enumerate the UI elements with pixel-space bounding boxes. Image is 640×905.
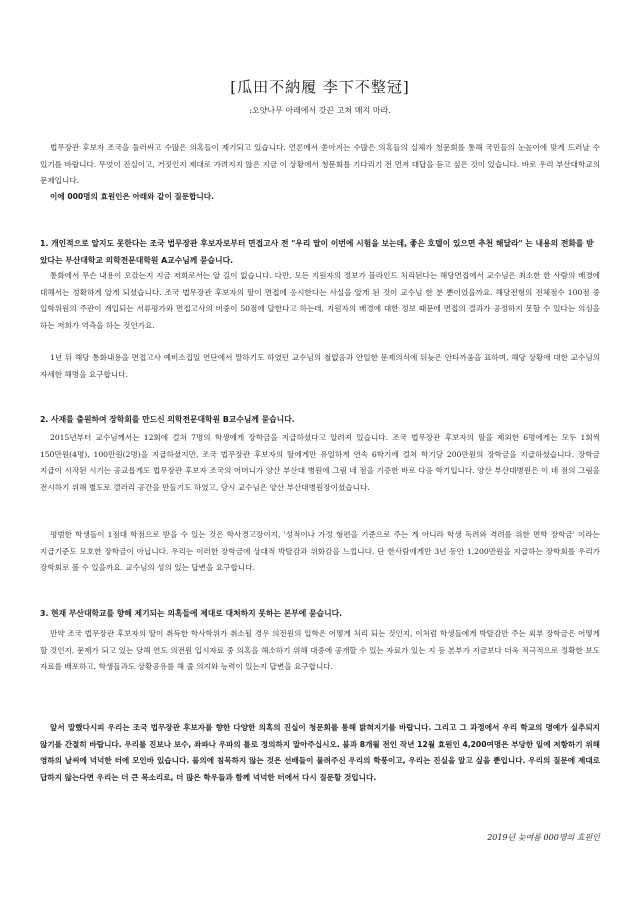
section-2-paragraph: 2015년부터 교수님께서는 12회에 걸쳐 7명의 학생에게 장학금을 지급하셨다고 알려져 있습니다. 조국 법무장관 후보자의 딸을 제외한 6명에게는 모두 1회씩 150만원(4명), 100만원(2명)을 지급하셨지만, 조국 법무장관 후보자의 딸에게만 유일하게 연속 6학기에 걸쳐 학기당 200만원의 장학금을 지급하셨습니다. 장학금 지급이 시작된 시기는 공교롭게도 법무장관 후보자 조국의 어머니가 양산 부산대 병원에 그림 네 점을 기증한 바로 다음 학기입니다. 양산 부산대병원은 이 네 점의 그림을 전시하기 위해 별도로 갤러리 공간을 만들기도 하였고, 당시 교수님은 양산 부산대병원장이셨습니다. — [40, 433, 600, 492]
document-title: [瓜田不納履 李下不整冠] — [230, 78, 410, 96]
section-3-paragraph: 만약 조국 법무장관 후보자의 딸이 취득한 학사학위가 취소될 경우 의전원의 입학은 어떻게 처리 되는 것인지, 이처럼 학생들에게 박탈감만 주는 외부 장학금은 어떻게 할 것인지, 문제가 되고 있는 당해 연도 의전원 입시자료 중 의혹을 해소하기 위해 대중에 공개할 수 있는 자료가 있는 지 등 본부가 지금보다 더욱 적극적으로 정확한 보도 자료를 배포하고, 학생들과도 상황공유를 해 줄 의지와 능력이 있는지 답변을 요구합니다. — [40, 629, 600, 671]
section-1-paragraph: 1년 뒤 해당 통화내용을 면접고사 예비소집일 연단에서 말하기도 하였던 교수님의 철없음과 안일한 문제의식에 뒤늦은 안타까움을 표하며, 해당 상황에 대한 교수님의 자세한 해명을 요구합니다. — [40, 353, 600, 379]
section-1-paragraph: 통화에서 무슨 내용이 오갔는지 지금 저희로서는 알 길이 없습니다. 다만, 모든 지원자의 정보가 블라인드 처리된다는 해당면접에서 교수님은 최소한 한 사람의 배경에 대해서는 정확하게 알게 되셨습니다. 조국 법무장관 후보자의 딸이 면접에 응시한다는 사실을 알게 된 것이 교수님 한 분 뿐이었을까요. 해당전형의 전체점수 100점 중 입학위원의 주관이 개입되는 서류평가와 면접고사의 비중이 50점에 달한다고 하는데, 지원자의 배경에 대한 정보 때문에 면접의 결과가 공정하지 못할 수 있다는 의심을 하는 저희가 억측을 하는 것인가요. — [40, 271, 600, 330]
document-subtitle: :오얏나무 아래에서 갓끈 고쳐 매지 마라. — [249, 106, 391, 115]
closing-lead: 앞서 말했다시피 우리는 조국 법무장관 후보자를 향한 다양한 의혹의 진실이 청문회를 통해 밝혀지기를 바랍니다. 그리고 그 과정에서 우리 학교의 명예가 실추되지 않기를 간절히 바랍니다. — [40, 723, 600, 749]
section-2-paragraph: 평범한 학생들이 1점대 학점으로 받을 수 있는 것은 학사경고장이지, '성적이나 가정 형편을 기준으로 주는 게 아니라 학생 독려와 격려를 위한 면학 장학금' 이라는 지급기준도 모호한 장학금이 아닙니다. 우리는 이러한 장학금에 상대적 박탈감과 위화감을 느낍니다. 단 한사람에게만 3년 동안 1,200만원을 지급하는 장학회를 우리가 장학회로 볼 수 있을까요. 교수님의 성의 있는 답변을 요구합니다. — [40, 530, 600, 572]
signature: 2019년 늦여름 000명의 효원인 — [487, 833, 600, 842]
closing-tail: 불의에 침묵하지 않는 것은 선배들이 물려주신 우리의 학풍이고, 우리는 진실을 알고 싶을 뿐입니다. 우리의 질문에 제대로 답하지 않는다면 우리는 더 큰 목소리로, 더 많은 학우들과 함께 넉넉한 터에서 다시 질문할 것입니다. — [40, 756, 600, 782]
intro-paragraph: 법무장관 후보자 조국을 둘러싸고 수많은 의혹들이 제기되고 있습니다. 언론에서 쏟아지는 수많은 의혹들의 실체가 청문회를 통해 국민들의 눈높이에 맞게 드러날 수 있기를 바랍니다. 무엇이 진실이고, 거짓인지 제대로 가려지지 않은 지금 이 상황에서 청문회를 기다리기 전 먼저 대답을 듣고 싶은 것이 있습니다. 바로 우리 부산대학교의 문제입니다. — [40, 143, 601, 185]
intro-question-line: 이에 000명의 효원인은 아래와 같이 질문합니다. — [50, 192, 214, 201]
section-1-heading: 1. 개인적으로 알지도 못한다는 조국 법무장관 후보자로부터 면접고사 전 "우리 딸이 이번에 시험을 보는데, 좋은 호텔이 있으면 추천 해달라" 는 내용의 전화를 받았다는 부산대학교 의학전문대학원 A교수님께 묻습니다. — [40, 239, 594, 265]
section-2-heading: 2. 사재를 출원하여 장학회를 만드신 의학전문대학원 B교수님께 묻습니다. — [40, 415, 295, 424]
closing-paragraph — [40, 720, 600, 786]
closing-middle: 우리를 진보나 보수, 좌파나 우파의 틀로 정의하지 말아주십시오. 불과 8개월 전인 작년 12월 효원인 4,200여명은 부당한 일에 저항하기 위해 영하의 날씨에 넉넉한 터에 모인바 있습니다. — [40, 739, 600, 765]
section-3-heading: 3. 현재 부산대학교를 향해 제기되는 의혹들에 제대로 대처하지 못하는 본부에 묻습니다. — [40, 609, 343, 618]
